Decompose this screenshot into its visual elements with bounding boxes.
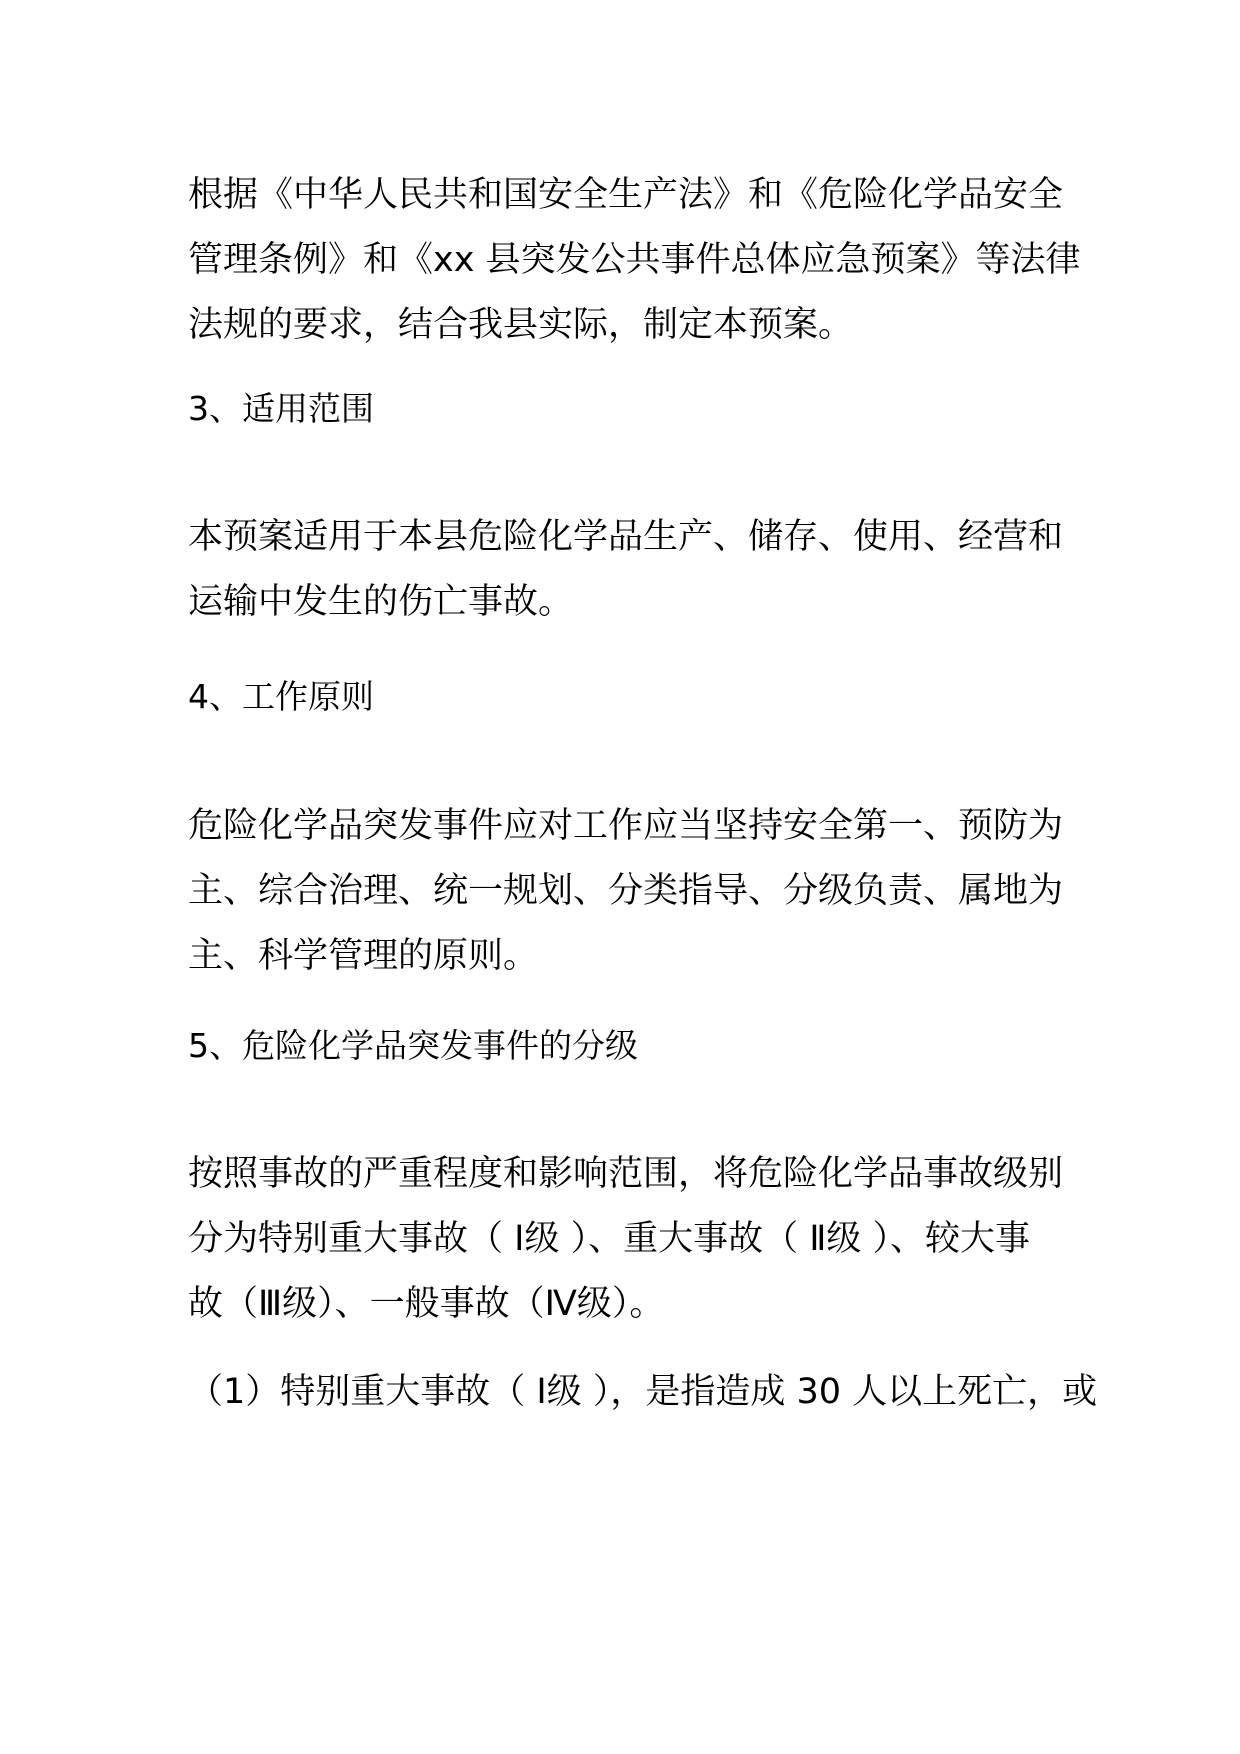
text-line: 主、综合治理、统一规划、分类指导、分级负责、属地为 xyxy=(188,871,1064,911)
paragraph-legal-basis xyxy=(188,163,1081,358)
text-line: 管理条例》和《xx 县突发公共事件总体应急预案》等法律 xyxy=(188,240,1081,280)
text-line: 主、科学管理的原则。 xyxy=(188,936,539,976)
heading-text: 5、危险化学品突发事件的分级 xyxy=(188,1026,638,1065)
text-line: 根据《中华人民共和国安全生产法》和《危险化学品安全 xyxy=(188,175,1064,215)
text-line: 法规的要求，结合我县实际，制定本预案。 xyxy=(188,305,854,345)
paragraph-scope xyxy=(188,505,1068,635)
paragraph-level-one xyxy=(188,1360,1098,1425)
paragraph-principles xyxy=(188,794,1068,989)
text-line: 故（Ⅲ级）、一般事故（Ⅳ级）。 xyxy=(188,1284,665,1324)
text-line: 按照事故的严重程度和影响范围，将危险化学品事故级别 xyxy=(188,1154,1064,1194)
text-line: 运输中发生的伤亡事故。 xyxy=(188,582,574,622)
text-line: 危险化学品突发事件应对工作应当坚持安全第一、预防为 xyxy=(188,806,1064,846)
paragraph-classification xyxy=(188,1142,1068,1337)
heading-principles xyxy=(188,664,1068,729)
heading-classification xyxy=(188,1013,1068,1078)
text-line: （1）特别重大事故（ Ⅰ级 ），是指造成 30 人以上死亡，或 xyxy=(188,1372,1098,1412)
heading-text: 3、适用范围 xyxy=(188,389,374,428)
heading-text: 4、工作原则 xyxy=(188,677,374,716)
heading-scope xyxy=(188,376,1068,441)
text-line: 分为特别重大事故（ Ⅰ级 ）、重大事故（ Ⅱ级 ）、较大事 xyxy=(188,1219,1031,1259)
text-line: 本预案适用于本县危险化学品生产、储存、使用、经营和 xyxy=(188,517,1064,557)
